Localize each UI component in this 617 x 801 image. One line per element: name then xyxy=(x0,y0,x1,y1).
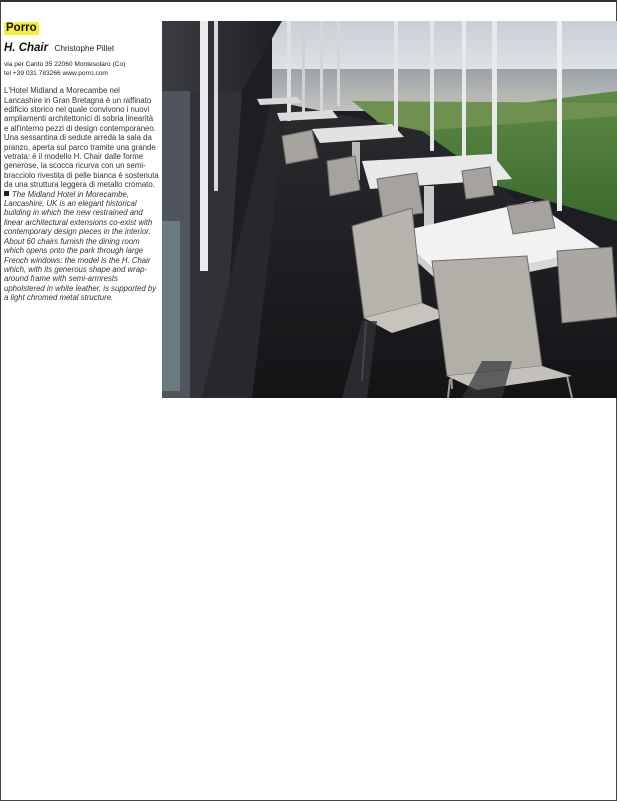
english-text: The Midland Hotel in Morecambe, Lancashire, UK is an elegant historical building in which the new restrained and linear architectural extensions co-exist with contemporary design pieces in the interior. About 60 chairs furnish the dining room which opens onto the park through large French windows: the model is the H. Chair which, with its generous shape and wrap-around frame with semi-armrests upholstered in white leather, is supported by a light chromed metal structure. xyxy=(4,189,157,303)
brand-label: Porro xyxy=(6,22,37,34)
product-name: H. Chair xyxy=(4,42,49,54)
square-bullet-icon xyxy=(4,191,9,196)
designer-name: Christophe Pillet xyxy=(54,44,115,53)
text-column xyxy=(4,18,159,303)
address: via per Cantù 35 22060 Montesolaro (Co) xyxy=(4,61,126,68)
contact-info xyxy=(4,61,159,78)
phone-web: tel +39 031 783266 www.porro.com xyxy=(4,69,108,77)
restaurant-photo xyxy=(162,21,617,398)
product-heading xyxy=(4,40,159,55)
english-paragraph xyxy=(4,190,159,303)
italian-text: L'Hotel Midland a Morecambe nel Lancashire in Gran Bretagna è un raffinato edificio storico nel quale convivono i nuovi ampliamenti architettonici di sobria linearità e all'interno pezzi di design contemporaneo. Una sessantina di sedute arreda la sala da pranzo, aperta sul parco tramite una grande vetrata: è il modello H. Chair dalle forme generose, la scocca ricurva con un semi-bracciolo rivestita di pelle bianca è sostenuta da una struttura leggera di metallo cromato. xyxy=(4,86,159,190)
